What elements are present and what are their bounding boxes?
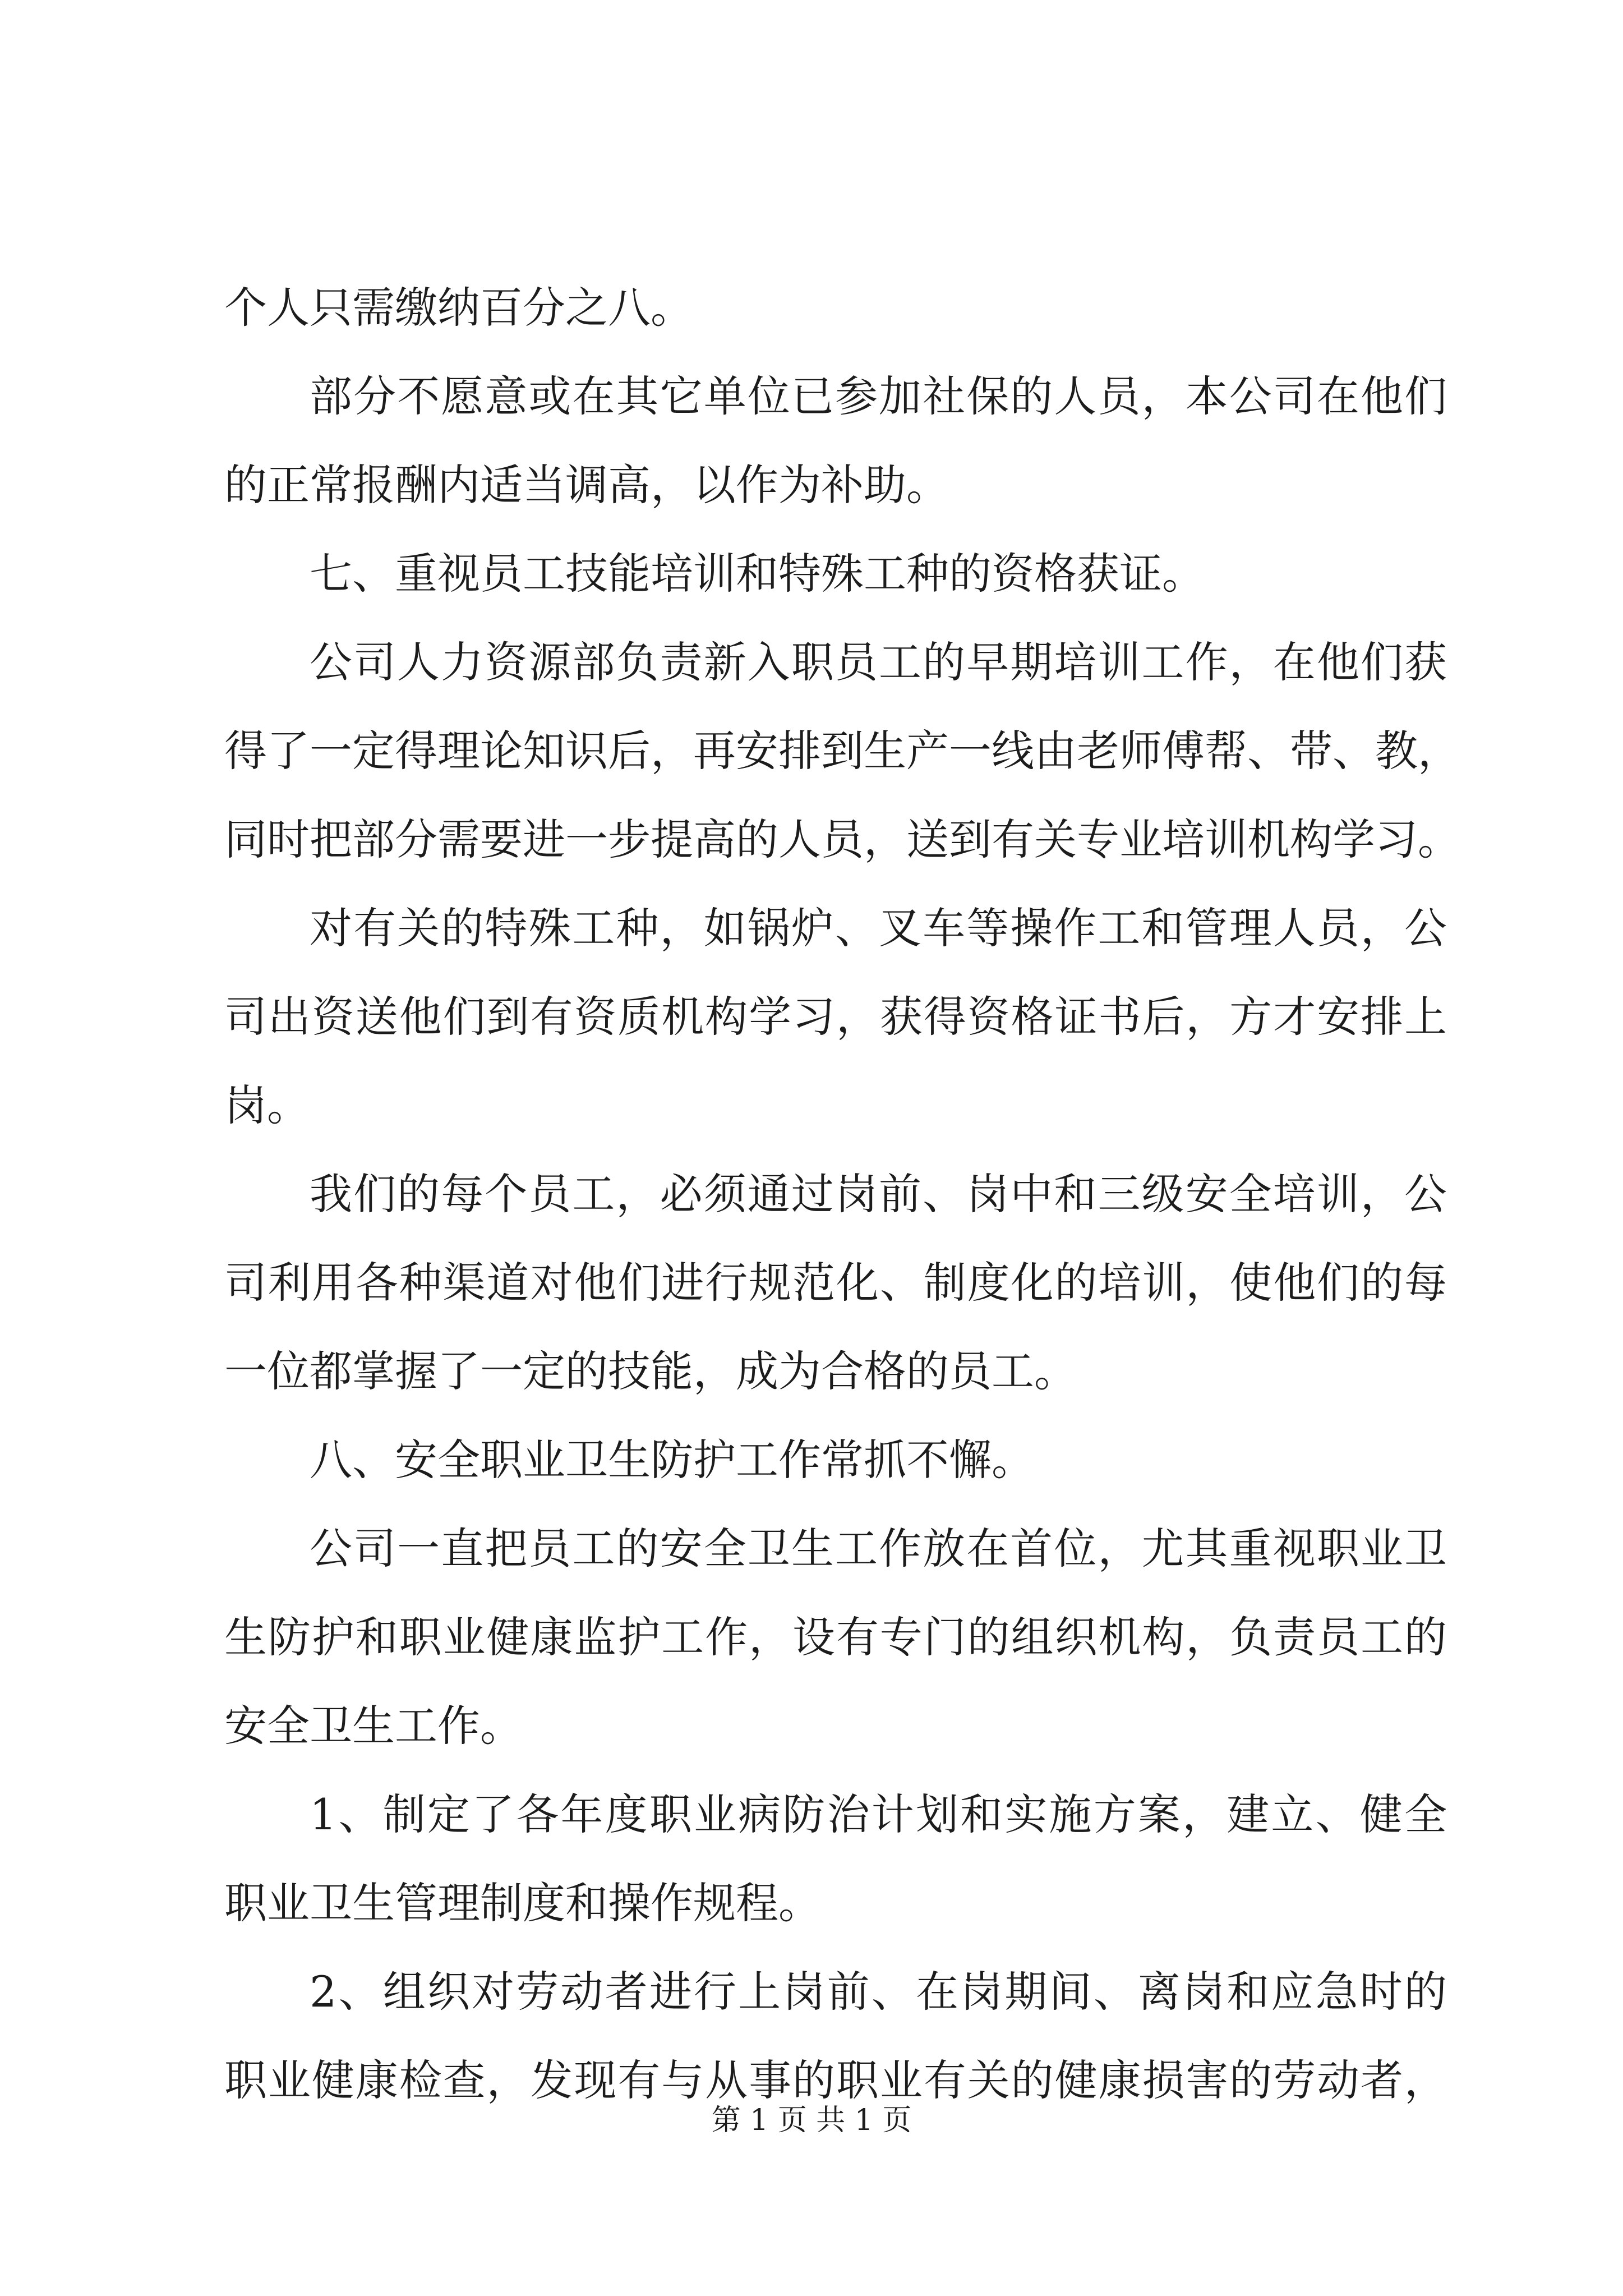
document-body: [224, 264, 1460, 2125]
text-line: 同时把部分需要进一步提高的人员，送到有关专业培训机构学习。: [224, 815, 1460, 864]
text-line: 一位都掌握了一定的技能，成为合格的员工。: [224, 1346, 1077, 1396]
paragraph-1: [224, 264, 1447, 352]
text-line: 个人只需缴纳百分之八。: [224, 283, 693, 333]
text-line: 的正常报酬内适当调高，以作为补助。: [224, 460, 949, 510]
text-line: 部分不愿意或在其它单位已参加社保的人员，本公司在他们: [310, 371, 1447, 421]
text-line: 司利用各种渠道对他们进行规范化、制度化的培训，使他们的每: [224, 1258, 1447, 1308]
page-footer: 第 1 页 共 1 页: [711, 2104, 912, 2137]
text-line: 公司一直把员工的安全卫生工作放在首位，尤其重视职业卫: [310, 1524, 1447, 1573]
paragraph-5: [224, 884, 1447, 1150]
text-line: 职业健康检查，发现有与从事的职业有关的健康损害的劳动者，: [224, 2055, 1447, 2105]
paragraph-2: [224, 352, 1447, 530]
section-heading-8: [224, 1416, 1447, 1504]
section-heading-7: [224, 530, 1447, 618]
paragraph-9: [224, 1770, 1447, 1948]
text-line: 职业卫生管理制度和操作规程。: [224, 1878, 821, 1928]
paragraph-4: [224, 618, 1460, 884]
paragraph-6: [224, 1150, 1447, 1416]
text-line: 岗。: [224, 1080, 310, 1130]
text-line: 安全卫生工作。: [224, 1701, 523, 1751]
section-heading: 八、安全职业卫生防护工作常抓不懈。: [310, 1435, 1034, 1485]
text-line: 对有关的特殊工种，如锅炉、叉车等操作工和管理人员，公: [310, 903, 1447, 953]
text-line: 得了一定得理论知识后，再安排到生产一线由老师傅帮、带、教，: [224, 726, 1460, 776]
text-line: 生防护和职业健康监护工作，设有专门的组织机构，负责员工的: [224, 1612, 1447, 1662]
text-line: 公司人力资源部负责新入职员工的早期培训工作，在他们获: [310, 637, 1447, 687]
section-heading: 七、重视员工技能培训和特殊工种的资格获证。: [310, 549, 1205, 599]
text-line: 司出资送他们到有资质机构学习，获得资格证书后，方才安排上: [224, 992, 1447, 1042]
text-line: 我们的每个员工，必须通过岗前、岗中和三级安全培训，公: [310, 1169, 1447, 1219]
text-line: 2、组织对劳动者进行上岗前、在岗期间、离岗和应急时的: [310, 1967, 1447, 2017]
text-line: 1、制定了各年度职业病防治计划和实施方案，建立、健全: [310, 1789, 1447, 1839]
paragraph-8: [224, 1504, 1447, 1770]
